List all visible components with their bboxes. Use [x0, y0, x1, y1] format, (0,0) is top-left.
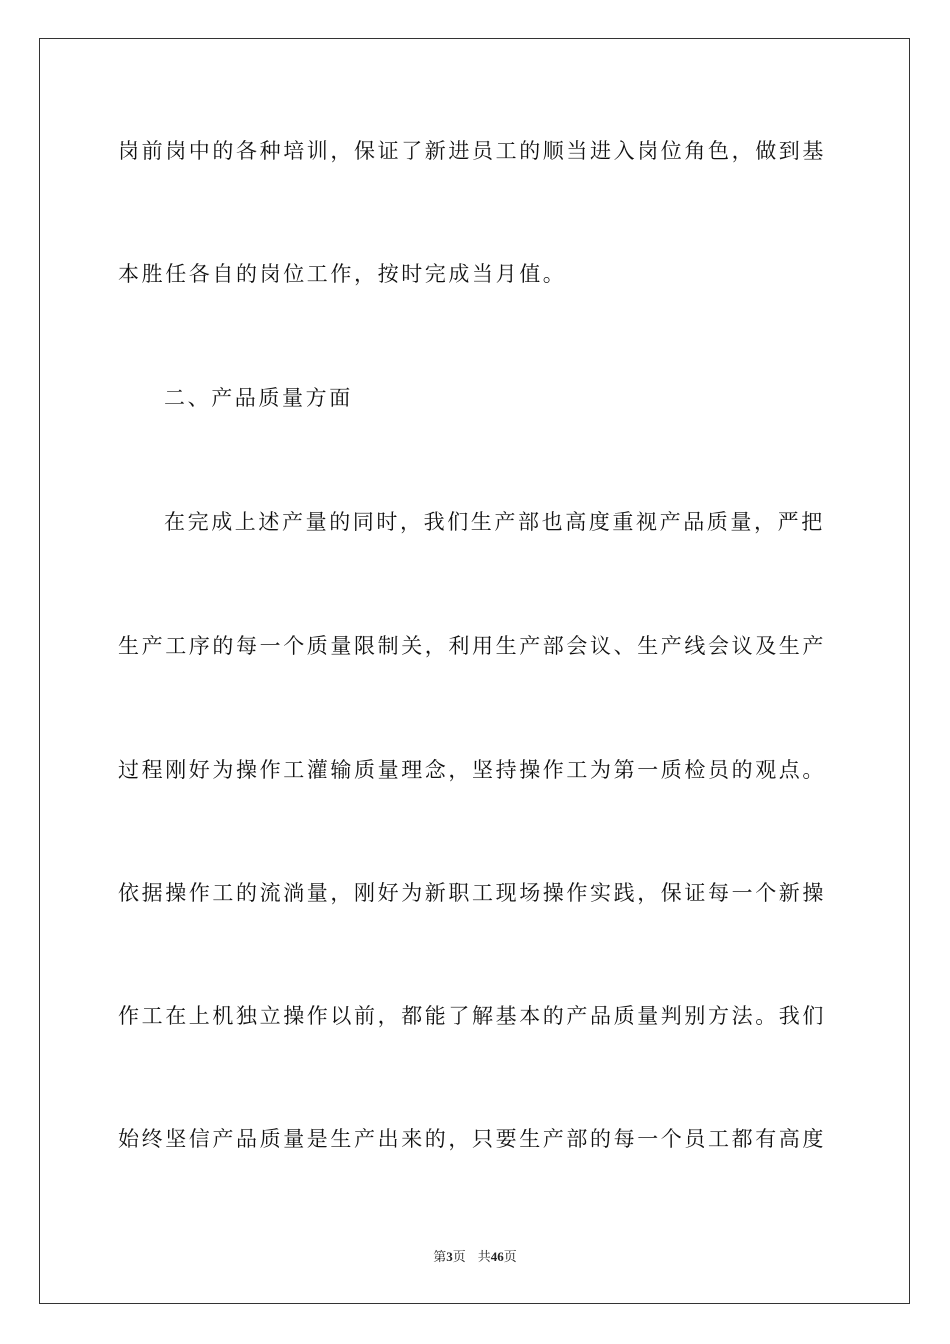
page-number: 3 — [446, 1249, 453, 1264]
body-text-line-2: 本胜任各自的岗位工作，按时完成当月值。 — [118, 262, 567, 286]
page-label-suffix: 页 — [452, 1250, 466, 1265]
section-heading: 二、产品质量方面 — [164, 386, 353, 410]
total-label-prefix: 共 — [477, 1250, 491, 1265]
page-footer — [0, 1248, 950, 1267]
body-text-line-4: 在完成上述产量的同时，我们生产部也高度重视产品质量，严把 — [164, 510, 825, 534]
body-text-line-9: 始终坚信产品质量是生产出来的，只要生产部的每一个员工都有高度 — [118, 1127, 826, 1151]
page-label-prefix: 第 — [433, 1250, 447, 1265]
body-text-line-1: 岗前岗中的各种培训，保证了新进员工的顺当进入岗位角色，做到基 — [118, 139, 826, 163]
total-pages: 46 — [490, 1249, 504, 1264]
page-border — [39, 38, 910, 1304]
body-text-line-5: 生产工序的每一个质量限制关，利用生产部会议、生产线会议及生产 — [118, 634, 826, 658]
body-text-line-7: 依据操作工的流淌量，刚好为新职工现场操作实践，保证每一个新操 — [118, 881, 826, 905]
body-text-line-6: 过程刚好为操作工灌输质量理念，坚持操作工为第一质检员的观点。 — [118, 758, 826, 782]
total-label-suffix: 页 — [503, 1250, 517, 1265]
body-text-line-8: 作工在上机独立操作以前，都能了解基本的产品质量判别方法。我们 — [118, 1004, 826, 1028]
